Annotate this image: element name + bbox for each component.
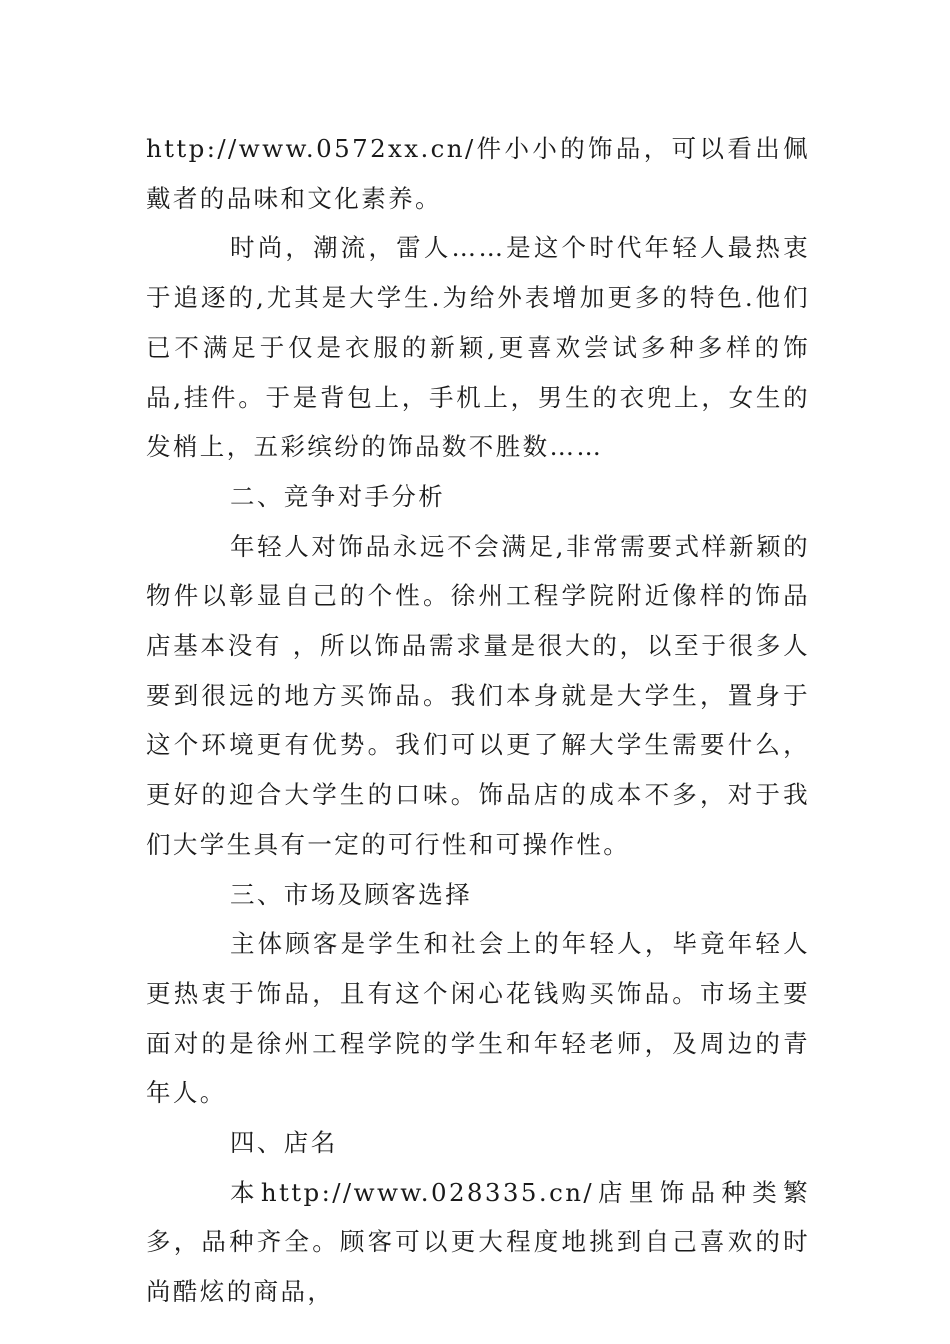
paragraph-store-name: 本http://www.028335.cn/店里饰品种类繁多，品种齐全。顾客可以更大程度地挑到自己喜欢的时尚酷炫的商品， [146,1177,810,1307]
section-heading-market-customers: 三、市场及顾客选择 [230,879,473,909]
section-heading-store-name: 四、店名 [230,1128,338,1158]
paragraph-trends: 时尚，潮流，雷人……是这个时代年轻人最热衷于追逐的,尤其是大学生.为给外表增加更多的特色.他们已不满足于仅是衣服的新颖,更喜欢尝试多种多样的饰品,挂件。于是背包上，手机上，男生的衣兜上，女生的发梢上，五彩缤纷的饰品数不胜数…… [146,233,810,462]
section-heading-competitor-analysis: 二、竞争对手分析 [230,481,446,511]
paragraph-market-customers: 主体顾客是学生和社会上的年轻人，毕竟年轻人更热衷于饰品，且有这个闲心花钱购买饰品。市场主要面对的是徐州工程学院的学生和年轻老师，及周边的青年人。 [146,929,810,1108]
paragraph-competitor-analysis: 年轻人对饰品永远不会满足,非常需要式样新颖的物件以彰显自己的个性。徐州工程学院附近像样的饰品店基本没有 ，所以饰品需求量是很大的，以至于很多人要到很远的地方买饰品。我们本身就是大学生，置身于这个环境更有优势。我们可以更了解大学生需要什么，更好的迎合大学生的口味。饰品店的成本不多，对于我们大学生具有一定的可行性和可操作性。 [146,531,810,859]
document-body [146,124,810,1317]
paragraph-continuation: http://www.0572xx.cn/件小小的饰品，可以看出佩戴者的品味和文化素养。 [146,134,810,213]
